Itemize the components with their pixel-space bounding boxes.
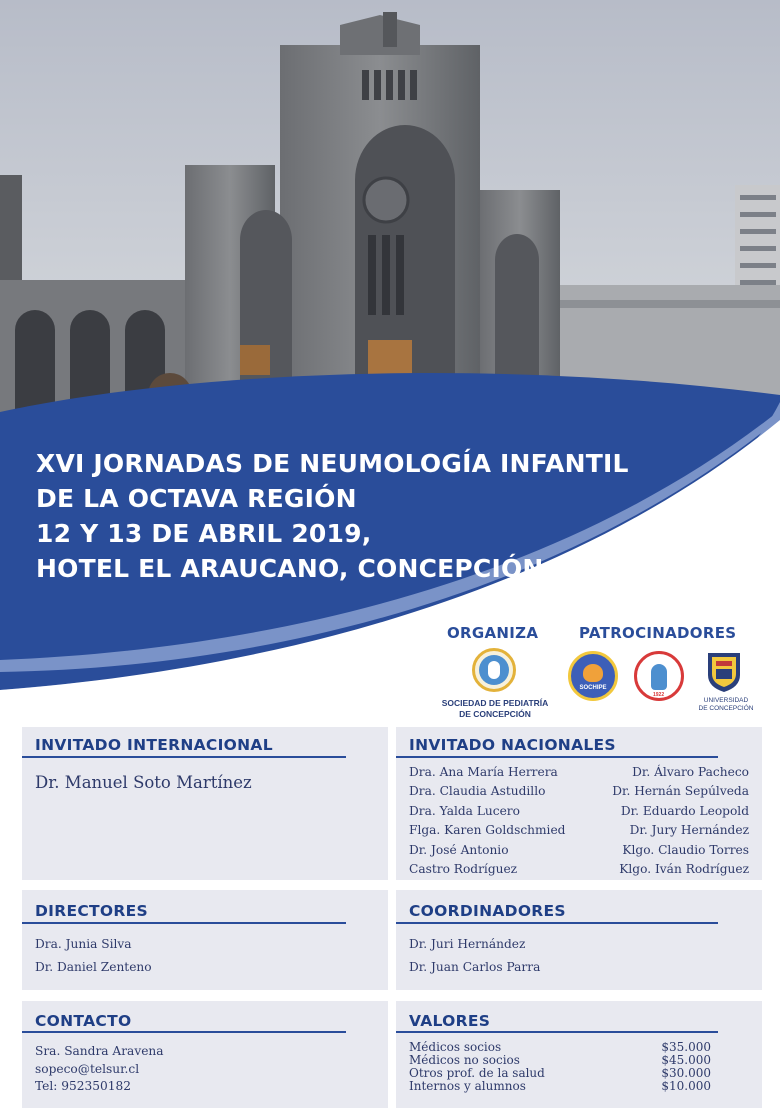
contact-email[interactable]: sopeco@telsur.cl — [35, 1061, 140, 1076]
price-label: Internos y alumnos — [409, 1079, 526, 1093]
list-item: Dr. José Antonio — [409, 842, 509, 857]
price-value: $35.000 — [661, 1040, 711, 1054]
contact-name: Sra. Sandra Aravena — [35, 1044, 164, 1058]
udec-caption: UNIVERSIDAD DE CONCEPCIÓN — [698, 697, 754, 712]
list-item: Klgo. Claudio Torres — [622, 842, 749, 857]
title-line-2: DE LA OCTAVA REGIÓN — [36, 484, 357, 513]
contact-phone: Tel: 952350182 — [35, 1079, 132, 1093]
divider — [396, 922, 718, 924]
sociedad-chilena-pediatria-logo — [634, 651, 684, 701]
sochipe-logo — [568, 651, 618, 701]
event-title — [36, 446, 656, 586]
price-value: $45.000 — [661, 1053, 711, 1067]
list-item: Dr. Juan Carlos Parra — [409, 960, 541, 974]
divider — [22, 922, 346, 924]
contacto-heading: CONTACTO — [35, 1012, 132, 1030]
coordinadores-heading: COORDINADORES — [409, 902, 566, 920]
contacto-details — [35, 1043, 164, 1096]
list-item: Klgo. Iván Rodríguez — [619, 862, 749, 877]
organiza-heading: ORGANIZA — [447, 624, 539, 642]
invitado-internacional-name: Dr. Manuel Soto Martínez — [35, 773, 252, 792]
list-item: Dra. Junia Silva — [35, 937, 132, 951]
coordinadores-list — [409, 933, 540, 979]
directores-heading: DIRECTORES — [35, 902, 148, 920]
invitados-nacionales-left-list — [409, 763, 565, 879]
price-label: Médicos no socios — [409, 1053, 520, 1067]
list-item: Dr. Jury Hernández — [629, 823, 749, 838]
list-item: Dra. Claudia Astudillo — [409, 784, 546, 799]
divider — [396, 756, 718, 758]
title-line-3: 12 Y 13 DE ABRIL 2019, — [36, 519, 372, 548]
title-line-1: XVI JORNADAS DE NEUMOLOGÍA INFANTIL — [36, 449, 629, 478]
sociedad-pediatria-caption: SOCIEDAD DE PEDIATRÍA DE CONCEPCIÓN — [441, 698, 549, 719]
divider — [396, 1031, 718, 1033]
divider — [22, 756, 346, 758]
list-item: Dr. Eduardo Leopold — [620, 803, 749, 818]
universidad-concepcion-crest — [706, 651, 742, 693]
price-label: Médicos socios — [409, 1040, 502, 1054]
sochiped-year: 1922 — [653, 692, 665, 698]
invitados-nacionales-right-list — [612, 763, 749, 879]
list-item: Flga. Karen Goldschmied — [409, 823, 566, 838]
list-item: Castro Rodríguez — [409, 862, 518, 877]
list-item: Dr. Álvaro Pacheco — [632, 765, 749, 779]
list-item: Dr. Juri Hernández — [409, 937, 526, 951]
valores-table — [409, 1041, 711, 1093]
table-row — [409, 1080, 711, 1093]
list-item: Dra. Yalda Lucero — [409, 803, 520, 818]
directores-list — [35, 933, 152, 979]
sociedad-pediatria-logo — [472, 648, 516, 692]
price-label: Otros prof. de la salud — [409, 1066, 545, 1080]
divider — [22, 1031, 346, 1033]
price-value: $30.000 — [661, 1066, 711, 1080]
invitados-nacionales-heading: INVITADO NACIONALES — [409, 736, 616, 754]
invitado-internacional-heading: INVITADO INTERNACIONAL — [35, 736, 273, 754]
list-item: Dr. Daniel Zenteno — [35, 960, 152, 974]
title-line-4: HOTEL EL ARAUCANO, CONCEPCIÓN — [36, 554, 544, 583]
valores-heading: VALORES — [409, 1012, 491, 1030]
price-value: $10.000 — [661, 1079, 711, 1093]
list-item: Dra. Ana María Herrera — [409, 765, 558, 779]
list-item: Dr. Hernán Sepúlveda — [612, 784, 749, 799]
patrocinadores-heading: PATROCINADORES — [579, 624, 737, 642]
sochipe-logo-text: SOCHIPE — [579, 685, 607, 691]
